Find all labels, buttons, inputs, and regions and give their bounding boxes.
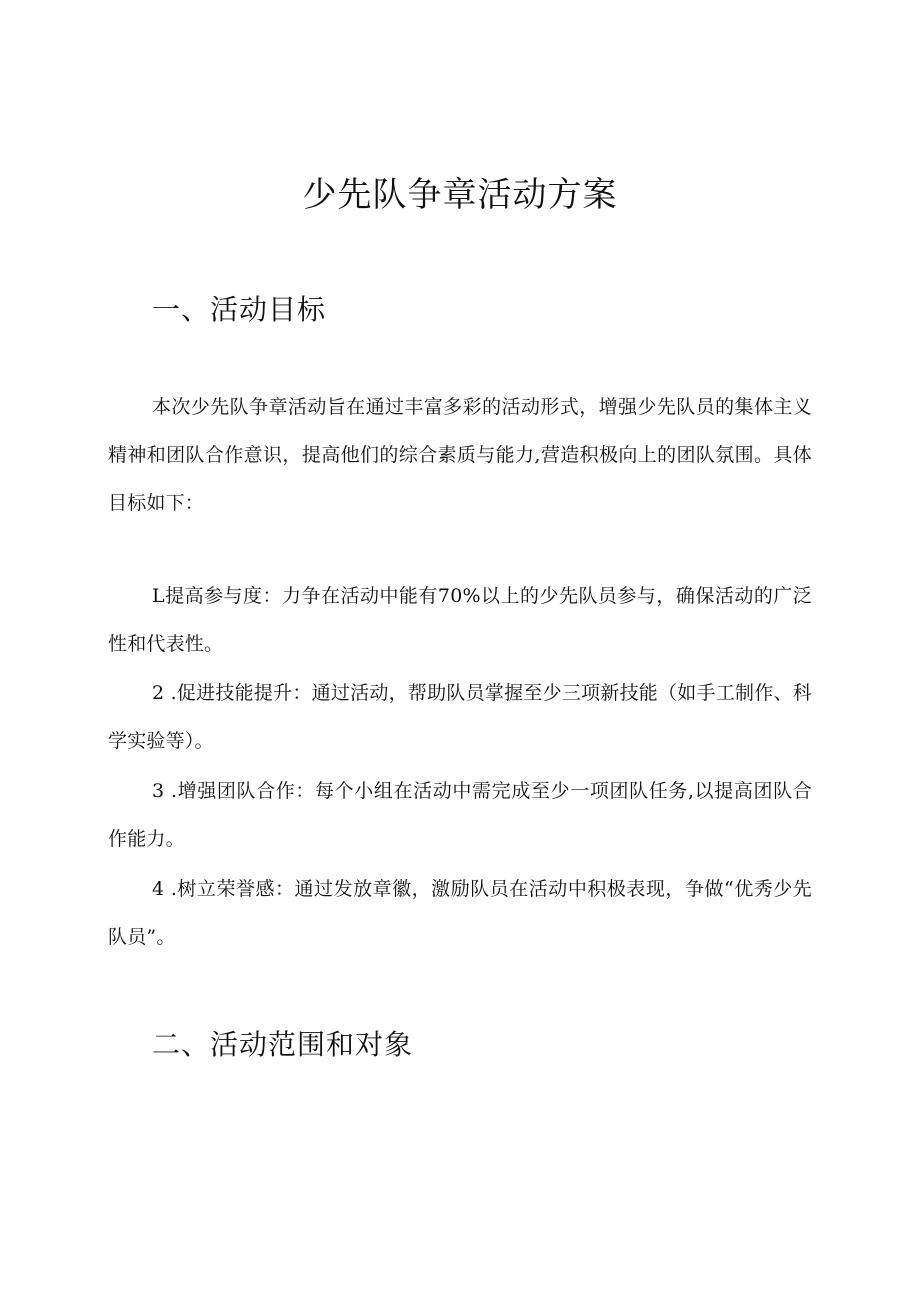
section-heading-scope: 二、活动范围和对象 — [152, 1028, 414, 1061]
goal-item-2: 2 .促进技能提升：通过活动，帮助队员掌握至少三项新技能（如手工制作、科学实验等）。 — [108, 682, 812, 752]
goal-item-3: 3 .增强团队合作：每个小组在活动中需完成至少一项团队任务,以提高团队合作能力。 — [108, 780, 812, 850]
goal-item-1: L提高参与度：力争在活动中能有70%以上的少先队员参与，确保活动的广泛性和代表性。 — [108, 585, 812, 655]
section-heading-goals: 一、活动目标 — [152, 293, 327, 326]
document-title: 少先队争章活动方案 — [302, 175, 618, 215]
goals-intro-paragraph: 本次少先队争章活动旨在通过丰富多彩的活动形式，增强少先队员的集体主义精神和团队合作意识，提高他们的综合素质与能力,营造积极向上的团队氛围。具体目标如下： — [108, 396, 812, 514]
goal-item-4: 4 .树立荣誉感：通过发放章徽，激励队员在活动中积极表现，争做“优秀少先队员”。 — [108, 878, 812, 948]
